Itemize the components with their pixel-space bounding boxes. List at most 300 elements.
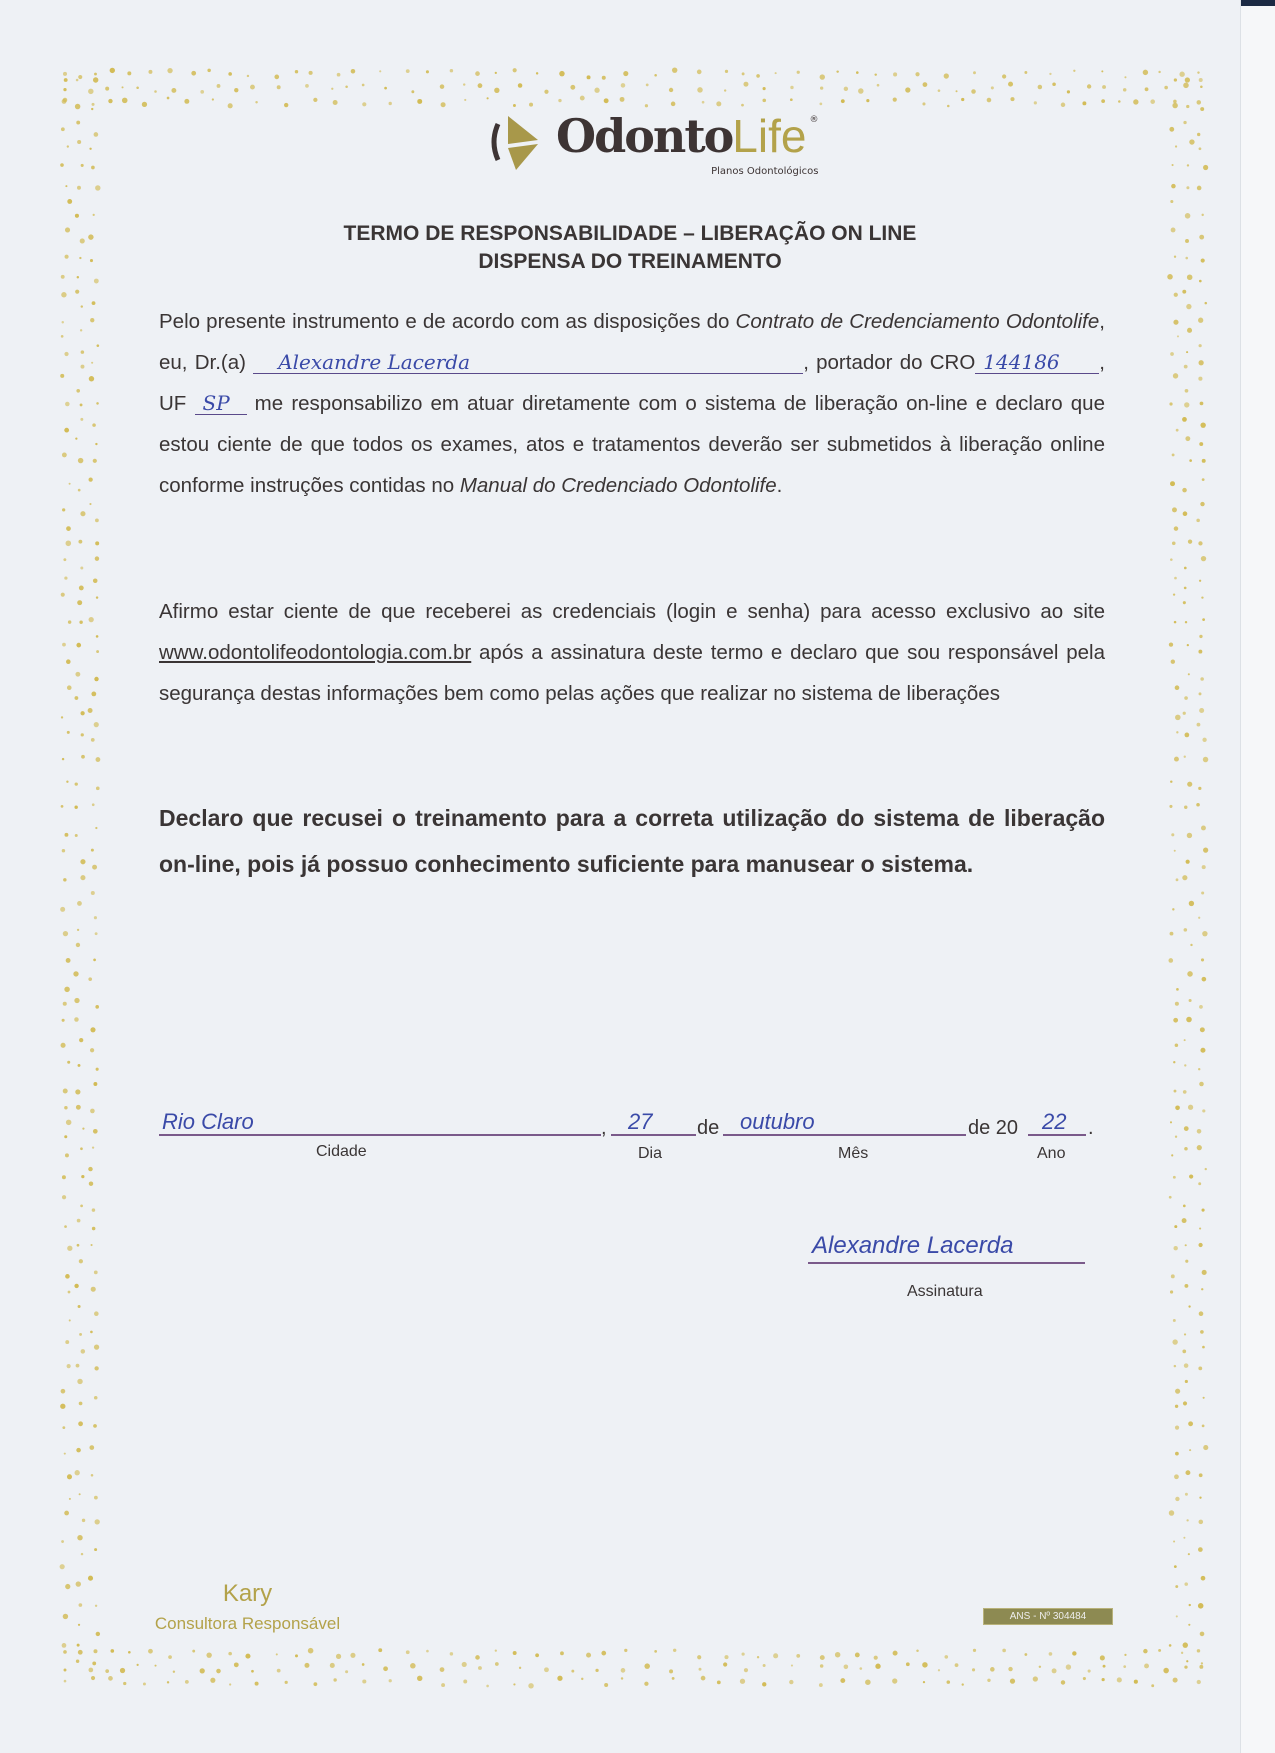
border-dot: [91, 849, 94, 852]
border-dot: [1144, 1664, 1149, 1669]
border-dot: [75, 104, 81, 110]
border-dot: [495, 1650, 497, 1652]
border-dot: [1202, 931, 1207, 936]
border-dot: [64, 1106, 67, 1109]
border-dot: [1184, 696, 1188, 700]
border-dot: [1186, 351, 1188, 353]
border-dot: [61, 127, 65, 131]
uf-field[interactable]: SP: [195, 392, 247, 415]
border-dot: [1183, 1090, 1187, 1094]
border-dot: [136, 86, 139, 89]
border-dot: [1200, 1048, 1205, 1053]
border-dot: [81, 350, 85, 354]
border-dot: [971, 89, 976, 94]
border-dot: [63, 1614, 68, 1619]
border-dot: [1184, 365, 1188, 369]
border-dot: [1198, 917, 1200, 919]
border-dot: [92, 865, 97, 870]
border-dot: [63, 72, 67, 76]
border-dot: [1052, 82, 1056, 86]
border-dot: [1183, 83, 1189, 89]
border-dot: [64, 352, 68, 356]
border-dot: [586, 1653, 591, 1658]
border-dot: [1197, 1129, 1202, 1134]
border-dot: [91, 891, 95, 895]
border-dot: [1172, 541, 1176, 545]
border-dot: [1118, 100, 1121, 103]
border-dot: [923, 82, 928, 87]
border-dot: [65, 1584, 70, 1589]
border-dot: [228, 1652, 232, 1656]
border-dot: [1199, 344, 1202, 347]
border-dot: [66, 526, 71, 531]
border-dot: [644, 1682, 648, 1686]
border-dot: [78, 489, 81, 492]
odontolife-logo: [490, 110, 818, 178]
cro-field[interactable]: 144186: [975, 351, 1099, 374]
ans-badge: ANS - Nº 304484: [983, 1608, 1113, 1625]
border-dot: [80, 859, 85, 864]
border-dot: [90, 1331, 93, 1334]
border-dot: [89, 478, 93, 482]
border-dot: [171, 88, 176, 93]
border-dot: [757, 1656, 759, 1658]
border-dot: [108, 99, 112, 103]
border-dot: [62, 1426, 65, 1429]
border-dot: [1174, 757, 1179, 762]
border-dot: [874, 73, 876, 75]
border-dot: [1158, 71, 1160, 73]
border-dot: [938, 1669, 940, 1671]
border-dot: [1182, 417, 1187, 422]
border-dot: [1184, 1284, 1188, 1288]
border-dot: [1202, 865, 1206, 869]
border-dot: [75, 834, 78, 837]
border-dot: [1203, 847, 1208, 852]
border-dot: [513, 1683, 515, 1685]
border-dot: [1202, 1209, 1205, 1212]
border-dot: [90, 1048, 94, 1052]
border-dot: [773, 1653, 778, 1658]
border-dot: [1200, 677, 1204, 681]
border-dot: [110, 68, 115, 73]
border-dot: [1173, 1176, 1176, 1179]
border-dot: [1170, 932, 1174, 936]
border-dot: [559, 71, 564, 76]
day-underline: [611, 1134, 696, 1136]
border-dot: [62, 453, 67, 458]
border-dot: [122, 98, 128, 104]
border-dot: [1202, 977, 1207, 982]
border-dot: [1199, 78, 1203, 82]
year-underline: [1028, 1134, 1086, 1136]
border-dot: [1199, 635, 1202, 638]
border-dot: [60, 1404, 65, 1409]
border-dot: [513, 1651, 517, 1655]
border-dot: [66, 540, 72, 546]
border-dot: [1088, 1669, 1091, 1672]
border-dot: [74, 1017, 78, 1021]
border-dot: [570, 85, 575, 90]
border-dot: [77, 140, 81, 144]
border-dot: [1182, 875, 1187, 880]
border-dot: [1168, 958, 1173, 963]
border-dot: [1202, 738, 1206, 742]
training-declaration: Declaro que recusei o treinamento para a correta utilização do sistema de liberação on-line, pois já possuo conhecimento suficiente para manusear o sistema.: [159, 805, 1105, 877]
border-dot: [1171, 660, 1175, 664]
border-dot: [790, 86, 793, 89]
border-dot: [90, 318, 94, 322]
border-dot: [64, 1669, 67, 1672]
border-dot: [1008, 82, 1013, 87]
border-dot: [81, 365, 85, 369]
border-dot: [1187, 274, 1193, 280]
border-dot: [697, 87, 703, 93]
border-dot: [1175, 1002, 1179, 1006]
border-dot: [1024, 1653, 1027, 1656]
border-dot: [1184, 1064, 1186, 1066]
border-dot: [1187, 971, 1193, 977]
border-dot: [1196, 803, 1200, 807]
border-dot: [77, 1379, 82, 1384]
border-dot: [64, 78, 68, 82]
signature[interactable]: Alexandre Lacerda: [812, 1232, 1014, 1259]
border-dot: [76, 1660, 79, 1663]
border-dot: [1197, 100, 1201, 104]
border-dot: [922, 102, 925, 105]
border-dot: [602, 76, 606, 80]
border-dot: [922, 1662, 927, 1667]
border-dot: [1169, 642, 1173, 646]
border-dot: [1202, 1425, 1205, 1428]
border-dot: [1175, 1044, 1179, 1048]
border-dot: [60, 1564, 65, 1569]
border-dot: [1072, 1651, 1076, 1655]
border-dot: [1150, 99, 1155, 104]
border-dot: [990, 1667, 995, 1672]
border-dot: [94, 1311, 99, 1316]
border-dot: [93, 1082, 97, 1086]
border-dot: [90, 1027, 95, 1032]
border-dot: [1033, 1676, 1038, 1681]
border-dot: [1169, 1510, 1174, 1515]
border-dot: [143, 1682, 146, 1685]
border-dot: [1143, 1649, 1147, 1653]
border-dot: [123, 1682, 126, 1685]
border-dot: [742, 72, 745, 75]
border-dot: [80, 329, 82, 331]
border-dot: [1049, 1652, 1053, 1656]
border-dot: [1188, 1421, 1193, 1426]
border-dot: [938, 89, 941, 92]
border-dot: [93, 214, 95, 216]
border-dot: [1010, 97, 1014, 101]
border-dot: [66, 781, 68, 783]
border-dot: [1199, 1497, 1201, 1499]
site-link[interactable]: www.odontolifeodontologia.com.br: [159, 641, 472, 664]
de-text: de: [697, 1117, 720, 1139]
border-dot: [305, 84, 309, 88]
border-dot: [836, 70, 838, 72]
border-dot: [1002, 74, 1006, 78]
border-dot: [1169, 127, 1174, 132]
border-dot: [206, 1652, 211, 1657]
border-dot: [78, 1421, 83, 1426]
border-dot: [93, 1129, 98, 1134]
border-dot: [1200, 1027, 1205, 1032]
border-dot: [1183, 1401, 1187, 1405]
border-dot: [669, 1669, 673, 1673]
border-dot: [463, 83, 465, 85]
border-dot: [654, 74, 657, 77]
border-dot: [384, 87, 387, 90]
border-dot: [62, 643, 66, 647]
border-dot: [76, 1105, 81, 1110]
border-dot: [702, 101, 705, 104]
border-dot: [96, 596, 98, 598]
border-dot: [1186, 1519, 1188, 1521]
border-dot: [1184, 1333, 1186, 1335]
border-dot: [1200, 107, 1204, 111]
border-dot: [1201, 596, 1203, 598]
border-dot: [295, 70, 298, 73]
border-dot: [79, 1493, 81, 1495]
border-dot: [859, 1667, 862, 1670]
logo-brand-row: [556, 110, 818, 162]
border-dot: [75, 696, 79, 700]
border-dot: [1176, 1615, 1178, 1617]
border-dot: [973, 1649, 976, 1652]
signature-label: Assinatura: [907, 1283, 983, 1300]
border-dot: [81, 1175, 84, 1178]
border-dot: [95, 443, 97, 445]
border-dot: [1198, 541, 1202, 545]
border-dot: [1066, 1664, 1071, 1669]
border-dot: [91, 166, 95, 170]
border-dot: [1205, 1168, 1207, 1170]
border-dot: [77, 1535, 82, 1540]
border-dot: [646, 84, 649, 87]
border-dot: [1198, 1603, 1204, 1609]
border-dot: [1170, 558, 1173, 561]
border-dot: [1198, 1068, 1200, 1070]
border-dot: [1183, 1205, 1186, 1208]
border-dot: [1188, 1105, 1193, 1110]
border-dot: [61, 1043, 66, 1048]
border-dot: [1203, 165, 1208, 170]
border-dot: [1189, 1449, 1191, 1451]
border-dot: [77, 1244, 80, 1247]
border-dot: [1061, 1680, 1065, 1684]
border-dot: [741, 104, 744, 107]
border-dot: [94, 279, 99, 284]
border-dot: [858, 88, 863, 93]
border-dot: [1176, 878, 1179, 881]
border-dot: [1024, 71, 1027, 74]
border-dot: [844, 87, 848, 91]
border-dot: [77, 929, 79, 931]
border-dot: [90, 1244, 92, 1246]
border-dot: [961, 98, 964, 101]
border-dot: [88, 977, 92, 981]
border-dot: [893, 72, 897, 76]
border-dot: [1175, 1426, 1179, 1430]
border-dot: [1203, 1445, 1208, 1450]
border-dot: [1187, 164, 1189, 166]
border-dot: [81, 1349, 86, 1354]
border-dot: [64, 1680, 67, 1683]
city-underline: [159, 1134, 601, 1136]
border-dot: [1189, 139, 1194, 144]
border-dot: [120, 1668, 125, 1673]
border-dot: [94, 677, 98, 681]
border-dot: [313, 98, 317, 102]
border-dot: [669, 88, 673, 92]
border-dot: [64, 576, 67, 579]
border-dot: [251, 1670, 254, 1673]
border-dot: [723, 1662, 727, 1666]
border-dot: [1175, 1585, 1178, 1588]
border-dot: [1185, 1244, 1187, 1246]
border-dot: [217, 84, 221, 88]
border-dot: [94, 132, 99, 137]
border-dot: [494, 88, 499, 93]
border-dot: [528, 1683, 533, 1688]
signature-underline: [808, 1262, 1085, 1264]
period: .: [1088, 1117, 1094, 1139]
border-dot: [1184, 928, 1188, 932]
border-dot: [1171, 1274, 1175, 1278]
border-dot: [1176, 988, 1179, 991]
border-dot: [62, 1195, 66, 1199]
border-dot: [65, 185, 67, 187]
border-dot: [78, 75, 82, 79]
border-dot: [345, 85, 348, 88]
border-dot: [1203, 1397, 1205, 1399]
border-dot: [66, 958, 71, 963]
border-dot: [1185, 77, 1190, 82]
border-dot: [1182, 1350, 1186, 1354]
border-dot: [1158, 1649, 1161, 1652]
border-dot: [89, 148, 91, 150]
year-field[interactable]: 22: [1042, 1109, 1067, 1134]
border-dot: [1200, 422, 1205, 427]
border-dot: [875, 1664, 880, 1669]
border-dot: [487, 97, 489, 99]
border-dot: [717, 1680, 721, 1684]
consultant-role: Consultora Responsável: [154, 1614, 341, 1633]
border-dot: [716, 101, 721, 106]
city-field[interactable]: Rio Claro: [162, 1109, 254, 1134]
border-dot: [1199, 692, 1202, 695]
border-dot: [88, 1167, 92, 1171]
border-dot: [581, 1678, 583, 1680]
border-dot: [1187, 328, 1192, 333]
border-dot: [378, 1648, 382, 1652]
border-dot: [1082, 101, 1086, 105]
border-dot: [621, 1668, 626, 1673]
border-dot: [1201, 892, 1204, 895]
border-dot: [61, 805, 64, 808]
border-dot: [601, 1651, 606, 1656]
border-dot: [1202, 1109, 1205, 1112]
border-dot: [1170, 352, 1174, 356]
border-dot: [389, 102, 392, 105]
border-dot: [77, 1644, 80, 1647]
border-dot: [79, 1603, 83, 1607]
border-dot: [95, 541, 99, 545]
border-dot: [61, 292, 66, 297]
border-dot: [91, 108, 93, 110]
border-dot: [1067, 90, 1070, 93]
border-dot: [67, 731, 70, 734]
border-dot: [148, 1649, 153, 1654]
border-dot: [756, 74, 760, 78]
border-dot: [699, 1668, 702, 1671]
day-field[interactable]: 27: [628, 1109, 653, 1134]
border-dot: [362, 1663, 365, 1666]
border-dot: [185, 1680, 189, 1684]
border-dot: [1186, 304, 1191, 309]
border-dot: [277, 1669, 281, 1673]
month-field[interactable]: outubro: [740, 1109, 815, 1134]
border-dot: [1176, 731, 1178, 733]
border-dot: [1174, 1365, 1176, 1367]
border-dot: [255, 101, 257, 103]
border-dot: [621, 1677, 623, 1679]
border-dot: [142, 102, 147, 107]
border-dot: [95, 1605, 97, 1607]
border-dot: [216, 1669, 221, 1674]
border-dot: [1169, 805, 1172, 808]
logo-brand-accent: Life: [732, 110, 807, 162]
border-dot: [1167, 274, 1173, 280]
border-dot: [93, 959, 96, 962]
border-dot: [95, 185, 100, 190]
border-dot: [76, 1581, 81, 1586]
border-dot: [1200, 402, 1204, 406]
border-dot: [274, 75, 279, 80]
border-dot: [441, 1683, 445, 1687]
border-dot: [1202, 1346, 1205, 1349]
border-dot: [1117, 1677, 1122, 1682]
border-dot: [62, 1175, 66, 1179]
border-dot: [80, 875, 85, 880]
border-dot: [89, 1181, 93, 1185]
border-dot: [874, 1656, 878, 1660]
border-dot: [892, 1678, 897, 1683]
border-dot: [76, 1448, 81, 1453]
border-dot: [1200, 85, 1203, 88]
border-dot: [478, 1666, 482, 1670]
border-dot: [1196, 519, 1200, 523]
border-dot: [93, 1649, 97, 1653]
border-dot: [1184, 1665, 1187, 1668]
border-dot: [1170, 780, 1172, 782]
border-dot: [1010, 1678, 1015, 1683]
border-dot: [81, 305, 83, 307]
border-dot: [62, 758, 64, 760]
border-dot: [1151, 1684, 1154, 1687]
border-dot: [76, 121, 80, 125]
border-dot: [1202, 1270, 1207, 1275]
border-dot: [560, 1651, 564, 1655]
doctor-name-field[interactable]: Alexandre Lacerda: [253, 351, 803, 374]
border-dot: [62, 508, 65, 511]
border-dot: [1172, 1339, 1177, 1344]
border-dot: [81, 733, 84, 736]
border-dot: [78, 458, 83, 463]
